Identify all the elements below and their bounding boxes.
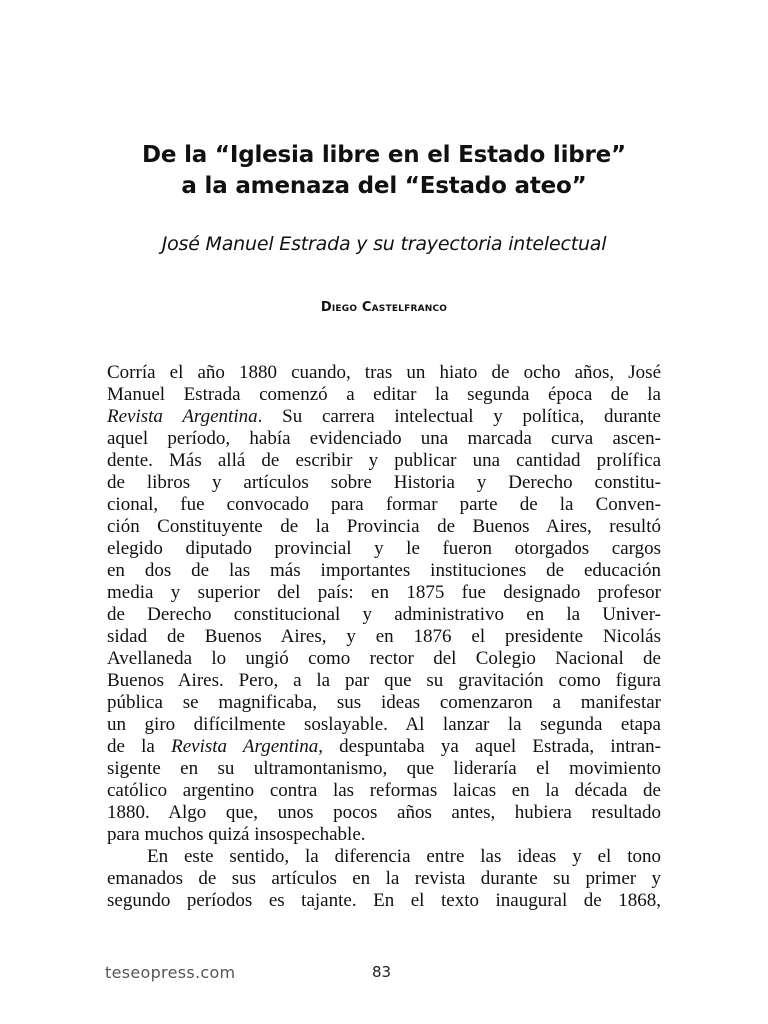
body-line: emanados de sus artículos en la revista durante su primer y xyxy=(107,868,661,889)
body-line xyxy=(107,736,661,758)
body-line: media y superior del país: en 1875 fue designado profesor xyxy=(107,582,661,603)
body-line: de libros y artículos sobre Historia y Derecho constitu- xyxy=(107,472,661,493)
author-name: Diego Castelfranco xyxy=(320,300,448,315)
body-line: en dos de las más importantes instituciones de educación xyxy=(107,560,661,581)
chapter-title-line-1: De la “Iglesia libre en el Estado libre” xyxy=(142,142,626,168)
body-line xyxy=(107,406,661,428)
body-line: Corría el año 1880 cuando, tras un hiato de ocho años, José xyxy=(107,362,661,383)
chapter-title-line-2: a la amenaza del “Estado ateo” xyxy=(181,173,587,199)
chapter-title xyxy=(0,140,768,202)
body-line: pública se magnificaba, sus ideas comenzaron a manifestar xyxy=(107,692,661,713)
footer-site: teseopress.com xyxy=(105,963,236,982)
body-line: Buenos Aires. Pero, a la par que su gravitación como figura xyxy=(107,670,661,691)
body-line: de Derecho constitucional y administrativo en la Univer- xyxy=(107,604,661,625)
body-line: Manuel Estrada comenzó a editar la segunda época de la xyxy=(107,384,661,405)
body-line: aquel período, había evidenciado una marcada curva ascen- xyxy=(107,428,661,449)
body-line: ción Constituyente de la Provincia de Buenos Aires, resultó xyxy=(107,516,661,537)
journal-title: Revista Argentina xyxy=(171,736,319,757)
body-line: En este sentido, la diferencia entre las ideas y el tono xyxy=(147,846,661,867)
body-line: católico argentino contra las reformas laicas en la década de xyxy=(107,780,661,801)
body-line-fragment: de la xyxy=(107,736,172,757)
body-line: un giro difícilmente soslayable. Al lanzar la segunda etapa xyxy=(107,714,661,735)
body-line: para muchos quizá insospechable. xyxy=(107,824,366,845)
body-line: cional, fue convocado para formar parte de la Conven- xyxy=(107,494,661,515)
body-line: 1880. Algo que, unos pocos años antes, hubiera resultado xyxy=(107,802,661,823)
body-text xyxy=(107,362,661,912)
body-line: Avellaneda lo ungió como rector del Colegio Nacional de xyxy=(107,648,661,669)
chapter-subtitle: José Manuel Estrada y su trayectoria intelectual xyxy=(161,233,607,255)
journal-title: Revista Argentina xyxy=(107,406,258,427)
body-line-fragment: . Su carrera intelectual y política, durante xyxy=(257,406,661,427)
body-line: dente. Más allá de escribir y publicar una cantidad prolífica xyxy=(107,450,661,471)
body-line: elegido diputado provincial y le fueron otorgados cargos xyxy=(107,538,661,559)
body-line: sidad de Buenos Aires, y en 1876 el presidente Nicolás xyxy=(107,626,661,647)
body-line: sigente en su ultramontanismo, que lideraría el movimiento xyxy=(107,758,661,779)
body-line: segundo períodos es tajante. En el texto inaugural de 1868, xyxy=(107,890,661,911)
page-number: 83 xyxy=(372,963,392,981)
body-line-fragment: , despuntaba ya aquel Estrada, intran- xyxy=(318,736,661,757)
